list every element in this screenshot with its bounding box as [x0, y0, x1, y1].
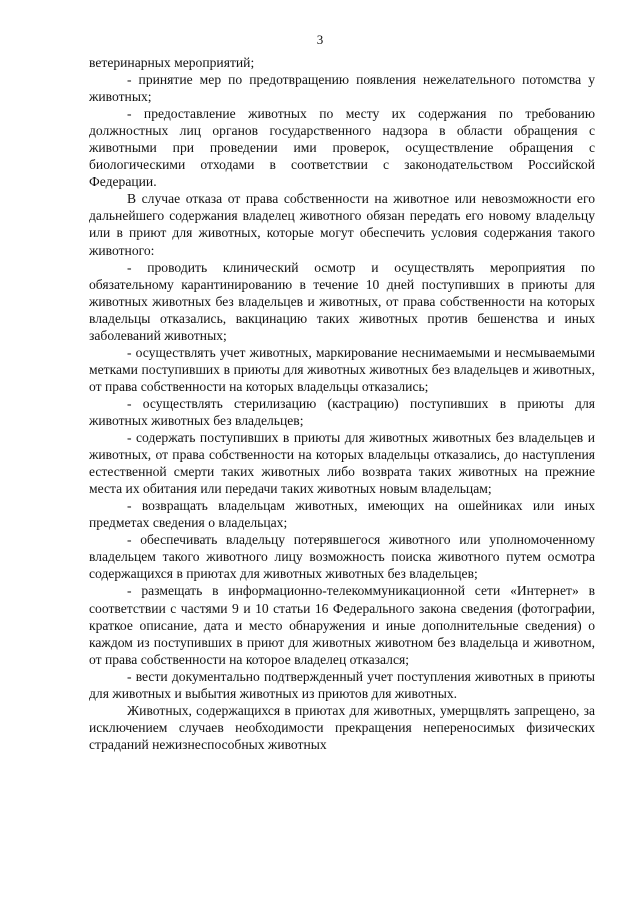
paragraph-state-inspection: - предоставление животных по месту их содержания по требованию должностных лиц органов государственного надзора в области обращения с животными при проведении ими проверок, осуществление обращения с биологическими отходами в соответствии с законодательством Российской Федерации.	[89, 106, 595, 190]
paragraph-documented-accounting: - вести документально подтвержденный учет поступления животных в приюты для животных и выбытия животных из приютов для животных.	[89, 668, 595, 701]
paragraph-sterilization: - осуществлять стерилизацию (кастрацию) поступивших в приюты для животных животных без владельцев;	[89, 395, 595, 428]
paragraph-lost-animal-search: - обеспечивать владельцу потерявшегося животного или уполномоченному владельцем такого животного лицу возможность поиска животного путем осмотра содержащихся в приютах для животных животных без владельцев;	[89, 532, 595, 582]
paragraph-animal-maintenance: - содержать поступивших в приюты для животных животных без владельцев и животных, от права собственности на которых владельцы отказались, до наступления естественной смерти таких животных либо возврата таких животных на прежние места их обитания или передачи таких животных новым владельцам;	[89, 430, 595, 497]
paragraph-animal-registration: - осуществлять учет животных, маркирование неснимаемыми и несмываемыми метками поступивших в приюты для животных животных без владельцев и животных, от права собственности на которых владельцы отказались;	[89, 344, 595, 394]
paragraph-internet-publication: - размещать в информационно-телекоммуникационной сети «Интернет» в соответствии с частями 9 и 10 статьи 16 Федерального закона сведения (фотографии, краткое описание, дата и место обнаружения и иные дополнительные сведения) о каждом из поступивших в приют для животных животном без владельца и животном, от права собственности на которое владелец отказался;	[89, 583, 595, 667]
paragraph-clinical-examination: - проводить клинический осмотр и осуществлять мероприятия по обязательному карантинированию в течение 10 дней поступивших в приюты для животных животных без владельцев и животных, от права собственности на которых владельцы отказались, вакцинацию таких животных против бешенства и иных заболеваний животных;	[89, 259, 595, 343]
paragraph-ownership-refusal: В случае отказа от права собственности на животное или невозможности его дальнейшего содержания владелец животного обязан передать его новому владельцу или в приют для животных, которые могут обеспечить условия содержания такого животного:	[89, 191, 595, 258]
paragraph-return-to-owners: - возвращать владельцам животных, имеющих на ошейниках или иных предметах сведения о владельцах;	[89, 498, 595, 531]
paragraph-euthanasia-prohibition: Животных, содержащихся в приютах для животных, умерщвлять запрещено, за исключением случаев необходимости прекращения непереносимых физических страданий нежизнеспособных животных	[89, 702, 595, 752]
document-body	[89, 54, 595, 753]
page-number: 3	[316, 32, 324, 47]
paragraph-continuation: ветеринарных мероприятий;	[89, 55, 255, 70]
paragraph-offspring-prevention: - принятие мер по предотвращению появления нежелательного потомства у животных;	[89, 72, 595, 105]
